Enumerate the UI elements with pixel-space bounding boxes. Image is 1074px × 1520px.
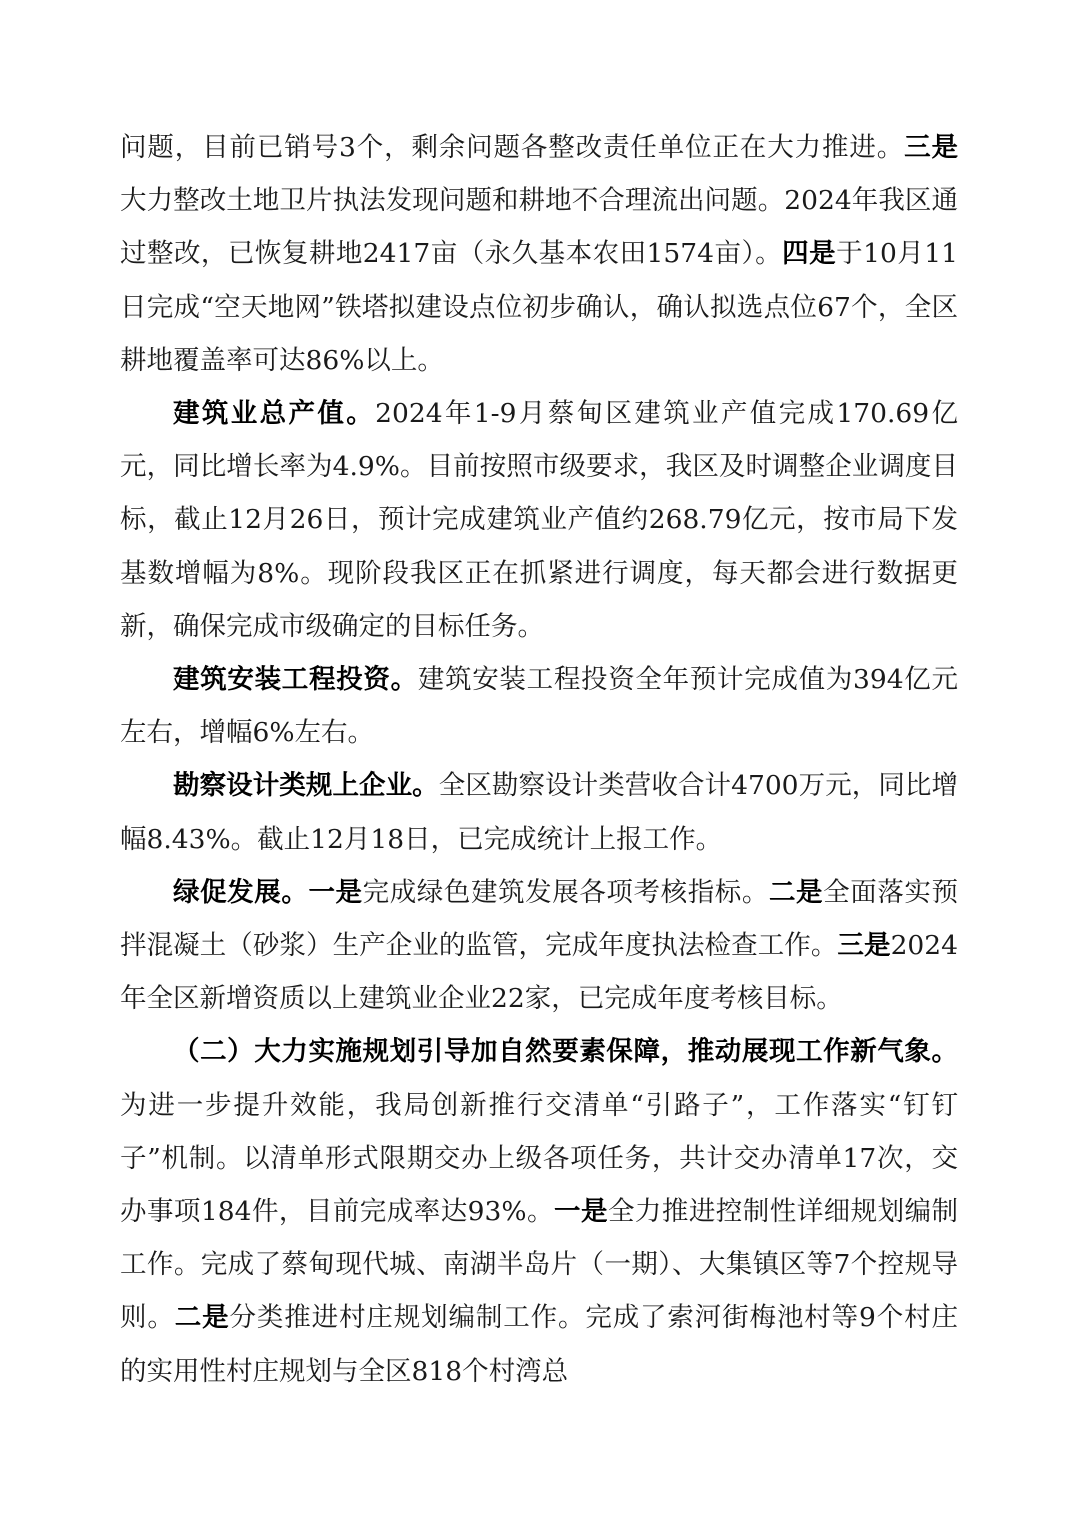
document-body — [120, 121, 958, 1398]
text-segment: 分类推进村庄规划编制工作。完成了索河街梅池村等9个村庄的实用性村庄规划与全区818个村湾总 — [120, 1302, 959, 1387]
bold-lead: 二是 — [768, 876, 824, 908]
text-segment: 问题，目前已销号3个，剩余问题各整改责任单位正在大力推进。 — [120, 132, 905, 163]
text-segment: 建筑安装工程投资全年预计完成值为394亿元左右，增幅6%左右。 — [120, 664, 958, 749]
text-segment: 全区勘察设计类营收合计4700万元，同比增幅8.43%。截止12月18日，已完成统计上报工作。 — [120, 770, 958, 855]
text-segment: 于10月11日完成“空天地网”铁塔拟建设点位初步确认，确认拟选点位67个，全区耕地覆盖率可达86%以上。 — [120, 238, 958, 376]
text-segment: 完成绿色建筑发展各项考核指标。 — [362, 876, 769, 908]
section-lead-installation-investment: 建筑安装工程投资。 — [173, 664, 418, 696]
bold-lead: 四是 — [782, 238, 837, 270]
text-segment: 2024年全区新增资质以上建筑业企业22家，已完成年度考核目标。 — [120, 930, 959, 1015]
bold-lead: 三是 — [837, 930, 891, 962]
paragraph-green-development — [120, 866, 958, 1026]
section-heading-two: （二）大力实施规划引导加自然要素保障，推动展现工作新气象。 — [173, 1036, 958, 1068]
paragraph-planning-guidance — [120, 1025, 958, 1397]
section-lead-green-development: 绿促发展。一是 — [173, 876, 363, 908]
text-segment: 全力推进控制性详细规划编制工作。完成了蔡甸现代城、南湖半岛片（一期）、大集镇区等7个控规导则。 — [120, 1196, 959, 1334]
bold-lead: 一是 — [554, 1196, 608, 1228]
section-lead-construction-output: 建筑业总产值。 — [173, 398, 376, 430]
text-segment: 为进一步提升效能，我局创新推行交清单“引路子”，工作落实“钉钉子”机制。以清单形式限期交办上级各项任务，共计交办清单17次，交办事项184件，目前完成率达93%。 — [120, 1089, 958, 1228]
bold-lead: 二是 — [174, 1302, 230, 1334]
section-lead-survey-design: 勘察设计类规上企业。 — [173, 770, 439, 802]
paragraph-installation-investment — [120, 653, 958, 759]
paragraph-survey-design — [120, 759, 958, 865]
text-segment: 大力整改土地卫片执法发现问题和耕地不合理流出问题。2024年我区通过整改，已恢复耕地2417亩（永久基本农田1574亩）。 — [120, 185, 958, 270]
text-segment: 2024年1-9月蔡甸区建筑业产值完成170.69亿元，同比增长率为4.9%。目前按照市级要求，我区及时调整企业调度目标，截止12月26日，预计完成建筑业产值约268.79亿元，按市局下发基数增幅为8%。现阶段我区正在抓紧进行调度，每天都会进行数据更新，确保完成市级确定的目标任务。 — [120, 398, 959, 642]
text-segment: 全面落实预拌混凝土（砂浆）生产企业的监管，完成年度执法检查工作。 — [120, 876, 959, 962]
paragraph-construction-output — [120, 387, 958, 653]
paragraph-land-rectification — [120, 121, 958, 387]
bold-lead: 三是 — [904, 132, 958, 163]
